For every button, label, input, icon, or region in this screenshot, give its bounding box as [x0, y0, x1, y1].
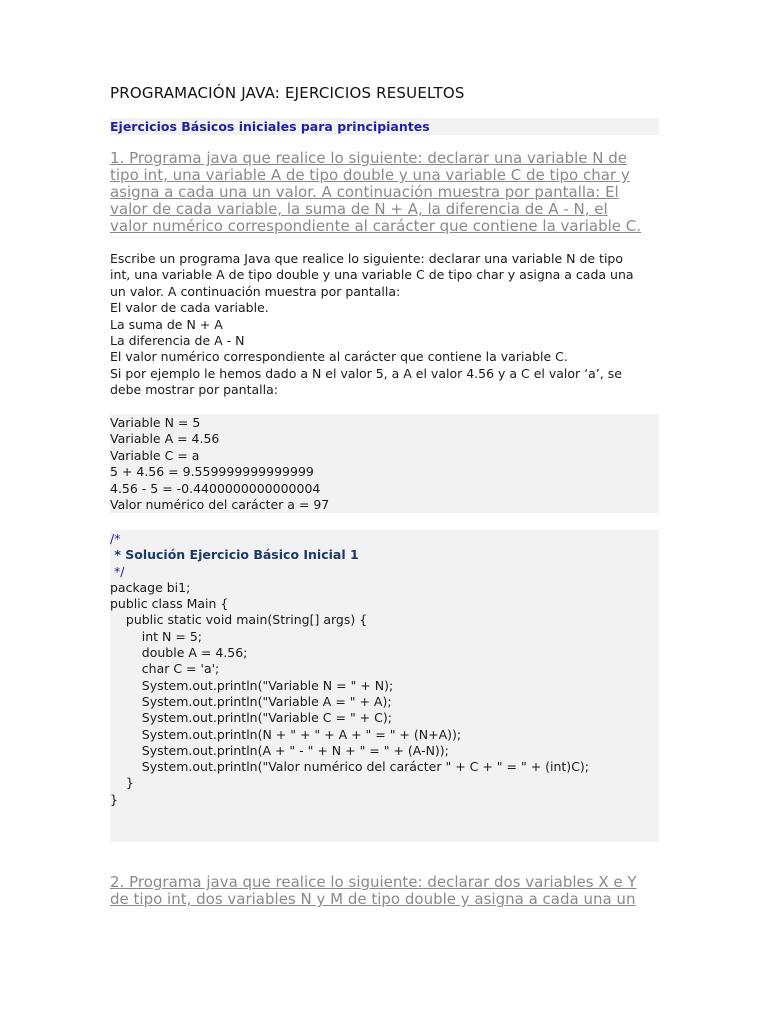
code-line: } — [110, 791, 118, 807]
code-line: System.out.println("Variable C = " + C); — [110, 710, 392, 726]
code-line: System.out.println("Variable A = " + A); — [110, 693, 392, 709]
code-comment-open: /* — [110, 531, 121, 546]
code-line: } — [110, 775, 134, 791]
code-line: System.out.println("Valor numérico del carácter " + C + " = " + (int)C); — [110, 759, 590, 775]
code-line: public static void main(String[] args) { — [110, 612, 368, 628]
output-line: Variable N = 5 — [110, 415, 201, 430]
code-line: char C = 'a'; — [110, 661, 220, 677]
exercise-1-link-line[interactable]: 1. Programa java que realice lo siguiente: declarar una variable N de — [110, 149, 627, 167]
description-line: int, una variable A de tipo double y una variable C de tipo char y asigna a cada una — [110, 267, 634, 283]
description-line: La suma de N + A — [110, 316, 223, 332]
output-line: Variable A = 4.56 — [110, 431, 220, 447]
exercise-2-link[interactable] — [110, 874, 670, 908]
expected-output-box — [110, 414, 659, 513]
exercise-1-link-line[interactable]: valor numérico correspondiente al carácter que contiene la variable C. — [110, 217, 642, 235]
exercise-1-link-line[interactable]: tipo int, una variable A de tipo double y una variable C de tipo char y — [110, 166, 630, 184]
output-line: 4.56 - 5 = -0.4400000000000004 — [110, 480, 321, 496]
code-line: public class Main { — [110, 596, 229, 612]
code-comment-close: */ — [110, 563, 125, 579]
exercise-1-link-line[interactable]: asigna a cada una un valor. A continuación muestra por pantalla: El — [110, 183, 619, 201]
code-line: System.out.println(A + " - " + N + " = " + (A-N)); — [110, 742, 449, 758]
description-line: un valor. A continuación muestra por pantalla: — [110, 283, 401, 299]
exercise-1-link-line[interactable]: valor de cada variable, la suma de N + A, la diferencia de A - N, el — [110, 200, 608, 218]
description-line: debe mostrar por pantalla: — [110, 382, 278, 398]
code-line: System.out.println(N + " + " + A + " = " + (N+A)); — [110, 726, 462, 742]
code-comment-title: * Solución Ejercicio Básico Inicial 1 — [110, 547, 359, 563]
document-title: PROGRAMACIÓN JAVA: EJERCICIOS RESUELTOS — [110, 84, 465, 102]
output-line: Valor numérico del carácter a = 97 — [110, 497, 330, 513]
output-line: 5 + 4.56 = 9.559999999999999 — [110, 464, 314, 480]
code-solution-box — [110, 530, 659, 842]
exercise-1-description — [110, 251, 670, 399]
description-line: La diferencia de A - N — [110, 333, 245, 349]
exercise-2-link-line[interactable]: 2. Programa java que realice lo siguiente: declarar dos variables X e Y — [110, 873, 637, 891]
description-line: Si por ejemplo le hemos dado a N el valor 5, a A el valor 4.56 y a C el valor ‘a’, se — [110, 365, 622, 381]
exercise-1-link[interactable] — [110, 150, 670, 235]
section-heading: Ejercicios Básicos iniciales para principiantes — [110, 118, 659, 135]
description-line: El valor numérico correspondiente al carácter que contiene la variable C. — [110, 349, 568, 365]
code-line: int N = 5; — [110, 628, 202, 644]
exercise-2-link-line[interactable]: de tipo int, dos variables N y M de tipo double y asigna a cada una un — [110, 890, 636, 908]
output-line: Variable C = a — [110, 447, 200, 463]
code-line: System.out.println("Variable N = " + N); — [110, 677, 394, 693]
code-line: double A = 4.56; — [110, 645, 248, 661]
description-line: El valor de cada variable. — [110, 300, 269, 316]
description-line: Escribe un programa Java que realice lo siguiente: declarar una variable N de tipo — [110, 251, 623, 266]
code-line: package bi1; — [110, 579, 191, 595]
